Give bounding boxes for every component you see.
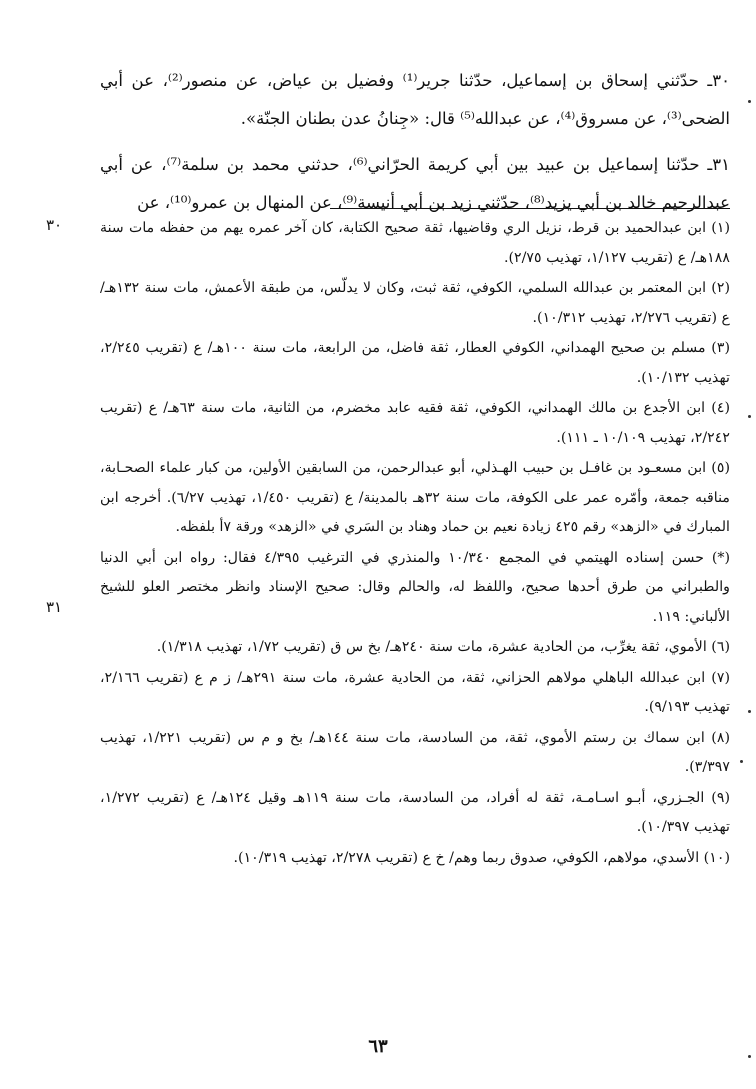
hadith-paragraph-31: ٣١ـ حدّثنا إسماعيل بن عبيد بين أبي كريمة الحرّاني⁽⁶⁾، حدثني محمد بن سلمة⁽⁷⁾، عن أبي عبدالرحيم خالد بن أبي يزيد⁽⁸⁾، حدّثني زيد بن أبي أنيسة⁽⁹⁾، عن المنهال بن عمرو⁽¹⁰⁾، عن bbox=[100, 155, 730, 212]
margin-number-31: ٣١ bbox=[46, 598, 63, 616]
page-number: ٦٣ bbox=[368, 1036, 388, 1057]
scan-speck bbox=[748, 100, 751, 103]
scan-speck bbox=[748, 710, 751, 713]
footnote-4: (٤) ابن الأجدع بن مالك الهمداني، الكوفي، ثقة فقيه عابد مخضرم، من الثانية، مات سنة ٦٣هـ/ ع (تقريب ٢/٢٤٢، تهذيب ١٠/١٠٩ ـ ١١١). bbox=[100, 400, 731, 446]
footnotes bbox=[100, 214, 730, 874]
footnote-3: (٣) مسلم بن صحيح الهمداني، الكوفي العطار، ثقة فاضل، من الرابعة، مات سنة ١٠٠هـ/ ع (تقريب ٢/٢٤٥، تهذيب ١٠/١٣٢). bbox=[100, 340, 730, 386]
footnote-10: (١٠) الأسدي، مولاهم، الكوفي، صدوق ربما وهم/ خ ع (تقريب ٢/٢٧٨، تهذيب ١٠/٣١٩). bbox=[233, 849, 730, 866]
footnote-star: (*) حسن إسناده الهيتمي في المجمع ١٠/٣٤٠ والمنذري في الترغيب ٤/٣٩٥ فقال: رواه ابن أبي الدنيا والطبراني من طرق أحدها صحيح، واللفظ له، والحالم وقال: صحيح الإسناد وانظر مختصر العلو للشيخ الألباني: ١١٩. bbox=[100, 549, 731, 625]
footnote-8: (٨) ابن سماك بن رستم الأموي، ثقة، من السادسة، مات سنة ١٤٤هـ/ بخ و م س (تقريب ١/٢٢١، تهذيب ٣/٣٩٧). bbox=[100, 729, 730, 775]
scan-speck bbox=[748, 1055, 751, 1058]
footnote-1: (١) ابن عبدالحميد بن قرط، نزيل الري وقاضيها، ثقة صحيح الكتابة، كان آخر عمره يهم من حفظه مات سنة ١٨٨هـ/ ع (تقريب ١/١٢٧، تهذيب ٢/٧٥). bbox=[100, 220, 730, 266]
footnote-6: (٦) الأموي، ثقة يغرِّب، من الحادية عشرة، مات سنة ٢٤٠هـ/ بخ س ق (تقريب ١/٧٢، تهذيب ١/٣١٨). bbox=[156, 639, 730, 655]
margin-number-30: ٣٠ bbox=[46, 216, 63, 234]
footnote-2: (٢) ابن المعتمر بن عبدالله السلمي، الكوفي، ثقة ثبت، وكان لا يدلّس، من طبقة الأعمش، مات سنة ١٣٢هـ/ ع (تقريب ٢/٢٧٦، تهذيب ١٠/٣١٢). bbox=[100, 280, 730, 326]
scan-speck bbox=[748, 415, 751, 418]
footnote-separator bbox=[330, 208, 730, 209]
scan-speck bbox=[740, 760, 743, 763]
footnote-9: (٩) الجـزري، أبـو اسـامـة، ثقة له أفراد، من السادسة، مات سنة ١١٩هـ وقيل ١٢٤هـ/ ع (تقريب ١/٢٧٢، تهذيب ١٠/٣٩٧). bbox=[100, 789, 730, 835]
main-text bbox=[100, 62, 730, 230]
hadith-paragraph-30: ٣٠ـ حدّثني إسحاق بن إسماعيل، حدّثنا جرير⁽¹⁾ وفضيل بن عياض، عن منصور⁽²⁾، عن أبي الضحى⁽³⁾، عن مسروق⁽⁴⁾، عن عبدالله⁽⁵⁾ قال: «جِنانُ عدن بطنان الجنّة». bbox=[100, 71, 730, 128]
footnote-5: (٥) ابن مسعـود بن غافـل بن حبيب الهـذلي، أبو عبدالرحمن، من السابقين الأولين، من كبار علماء الصحـابة، مناقبه جمعة، وأمّره عمر على الكوفة، مات سنة ٣٢هـ بالمدينة/ ع (تقريب ١/٤٥٠، تهذيب ٦/٢٧). أخرجه ابن المبارك في «الزهد» رقم ٤٢٥ زيادة نعيم بن حماد وهناد بن السَري في «الزهد» ورقة ٧أ بلفظه. bbox=[100, 460, 730, 535]
footnote-7: (٧) ابن عبدالله الباهلي مولاهم الحزاني، ثقة، من الحادية عشرة، مات سنة ٢٩١هـ/ ز م ع (تقريب ٢/١٦٦، تهذيب ٩/١٩٣). bbox=[100, 669, 731, 715]
